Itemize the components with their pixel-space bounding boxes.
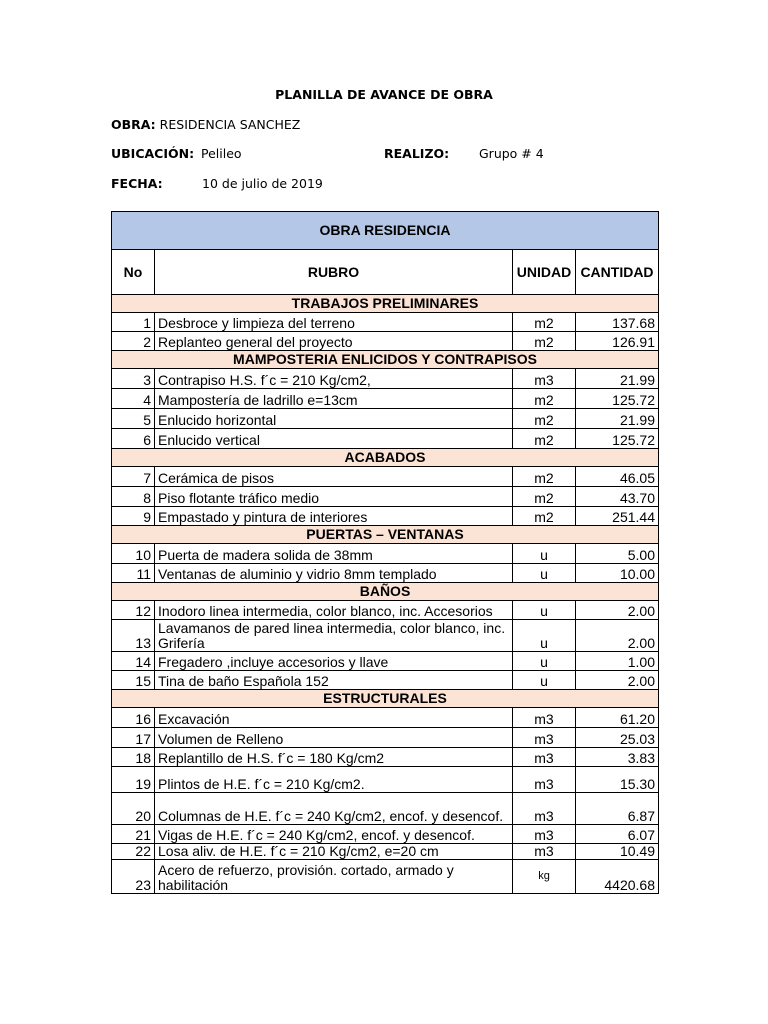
cell-cantidad: 125.72 [576,389,659,409]
cell-unidad: m3 [513,369,576,389]
table-row [112,708,659,728]
cell-unidad: m3 [513,825,576,844]
cell-no: 6 [112,429,155,449]
table-row [112,793,659,825]
table-row [112,601,659,620]
cell-cantidad: 10.49 [576,844,659,860]
cell-unidad: m3 [513,728,576,748]
cell-no: 1 [112,313,155,332]
cell-no: 16 [112,708,155,728]
cell-unidad: m3 [513,748,576,767]
cell-no: 20 [112,793,155,825]
table-row [112,748,659,767]
cell-no: 22 [112,844,155,860]
section-row [112,526,659,544]
cell-cantidad: 43.70 [576,487,659,507]
table-row [112,860,659,894]
ubicacion-value: Pelileo [201,146,242,161]
cell-rubro: Acero de refuerzo, provisión. cortado, armado y habilitación [155,860,513,894]
table-row [112,487,659,507]
cell-no: 2 [112,332,155,351]
table-row [112,620,659,652]
column-header-no: No [112,250,155,295]
cell-no: 19 [112,767,155,793]
cell-no: 15 [112,671,155,690]
cell-unidad: m2 [513,332,576,351]
cell-cantidad: 10.00 [576,564,659,583]
table-row [112,332,659,351]
table-row [112,313,659,332]
column-header-cantidad: CANTIDAD [576,250,659,295]
cell-unidad: u [513,671,576,690]
cell-cantidad: 137.68 [576,313,659,332]
cell-no: 13 [112,620,155,652]
cell-cantidad: 25.03 [576,728,659,748]
table-row [112,652,659,671]
cell-unidad: kg [513,860,576,894]
table-row [112,728,659,748]
cell-no: 11 [112,564,155,583]
cell-rubro: Desbroce y limpieza del terreno [155,313,513,332]
fecha-label: FECHA: [111,176,163,191]
cell-unidad: u [513,620,576,652]
cell-no: 12 [112,601,155,620]
column-header-unidad: UNIDAD [513,250,576,295]
cell-unidad: u [513,544,576,564]
table-banner: OBRA RESIDENCIA [112,212,659,250]
table-row [112,844,659,860]
cell-no: 8 [112,487,155,507]
cell-unidad: m2 [513,429,576,449]
cell-rubro: Inodoro linea intermedia, color blanco, inc. Accesorios [155,601,513,620]
cell-rubro: Replantillo de H.S. f´c = 180 Kg/cm2 [155,748,513,767]
cell-cantidad: 251.44 [576,507,659,526]
section-title: MAMPOSTERIA ENLICIDOS Y CONTRAPISOS [112,351,659,369]
cell-cantidad: 61.20 [576,708,659,728]
table-banner-row [112,212,659,250]
cell-rubro: Volumen de Relleno [155,728,513,748]
cell-rubro: Excavación [155,708,513,728]
cell-cantidad: 15.30 [576,767,659,793]
cell-cantidad: 4420.68 [576,860,659,894]
cell-no: 4 [112,389,155,409]
cell-unidad: m2 [513,313,576,332]
cell-rubro: Mampostería de ladrillo e=13cm [155,389,513,409]
cell-rubro: Replanteo general del proyecto [155,332,513,351]
cell-no: 5 [112,409,155,429]
cell-rubro: Piso flotante tráfico medio [155,487,513,507]
cell-rubro: Enlucido vertical [155,429,513,449]
cell-rubro: Puerta de madera solida de 38mm [155,544,513,564]
cell-cantidad: 2.00 [576,601,659,620]
table-row [112,467,659,487]
cell-cantidad: 1.00 [576,652,659,671]
obra-label: OBRA: [111,117,156,132]
cell-rubro: Tina de baño Española 152 [155,671,513,690]
cell-cantidad: 6.07 [576,825,659,844]
table-row [112,671,659,690]
cell-no: 17 [112,728,155,748]
table-row [112,767,659,793]
cell-unidad: m3 [513,767,576,793]
realizo-value: Grupo # 4 [479,146,544,161]
cell-cantidad: 46.05 [576,467,659,487]
section-title: PUERTAS – VENTANAS [112,526,659,544]
table-row [112,409,659,429]
table-row [112,564,659,583]
cell-cantidad: 21.99 [576,409,659,429]
page-title: PLANILLA DE AVANCE DE OBRA [275,87,493,102]
cell-cantidad: 5.00 [576,544,659,564]
cell-unidad: m3 [513,844,576,860]
cell-rubro: Vigas de H.E. f´c = 240 Kg/cm2, encof. y desencof. [155,825,513,844]
cell-no: 14 [112,652,155,671]
section-title: ACABADOS [112,449,659,467]
cell-unidad: u [513,601,576,620]
realizo-label: REALIZO: [384,146,450,161]
table-row [112,369,659,389]
table-row [112,429,659,449]
ubicacion-label: UBICACIÓN: [111,146,195,161]
cell-cantidad: 125.72 [576,429,659,449]
cell-rubro: Contrapiso H.S. f´c = 210 Kg/cm2, [155,369,513,389]
cell-cantidad: 6.87 [576,793,659,825]
cell-rubro: Ventanas de aluminio y vidrio 8mm templado [155,564,513,583]
cell-cantidad: 21.99 [576,369,659,389]
cell-cantidad: 2.00 [576,620,659,652]
cell-no: 21 [112,825,155,844]
cell-rubro: Plintos de H.E. f´c = 210 Kg/cm2. [155,767,513,793]
cell-unidad: m2 [513,507,576,526]
cell-rubro: Empastado y pintura de interiores [155,507,513,526]
obra-line [111,117,300,132]
section-row [112,690,659,708]
column-header-rubro: RUBRO [155,250,513,295]
cell-rubro: Enlucido horizontal [155,409,513,429]
table-row [112,389,659,409]
cell-rubro: Losa aliv. de H.E. f´c = 210 Kg/cm2, e=20 cm [155,844,513,860]
cell-cantidad: 3.83 [576,748,659,767]
cell-no: 3 [112,369,155,389]
cell-unidad: u [513,652,576,671]
cell-no: 10 [112,544,155,564]
table-row [112,507,659,526]
section-row [112,351,659,369]
section-title: TRABAJOS PRELIMINARES [112,295,659,313]
section-title: ESTRUCTURALES [112,690,659,708]
cell-unidad: m3 [513,708,576,728]
cell-unidad: u [513,564,576,583]
cell-unidad: m2 [513,487,576,507]
cell-unidad: m2 [513,467,576,487]
cell-rubro: Cerámica de pisos [155,467,513,487]
cell-no: 7 [112,467,155,487]
cell-rubro: Columnas de H.E. f´c = 240 Kg/cm2, encof. y desencof. [155,793,513,825]
cell-no: 23 [112,860,155,894]
section-title: BAÑOS [112,583,659,601]
cell-no: 9 [112,507,155,526]
cell-rubro: Fregadero ,incluye accesorios y llave [155,652,513,671]
section-row [112,449,659,467]
fecha-value: 10 de julio de 2019 [202,176,323,191]
table-row [112,544,659,564]
cell-unidad: m2 [513,389,576,409]
section-row [112,583,659,601]
cell-unidad: m2 [513,409,576,429]
table-row [112,825,659,844]
avance-table [111,211,659,894]
cell-rubro: Lavamanos de pared linea intermedia, color blanco, inc. Grifería [155,620,513,652]
column-header-row [112,250,659,295]
cell-unidad: m3 [513,793,576,825]
obra-value: RESIDENCIA SANCHEZ [159,117,301,132]
cell-no: 18 [112,748,155,767]
cell-cantidad: 126.91 [576,332,659,351]
cell-cantidad: 2.00 [576,671,659,690]
section-row [112,295,659,313]
